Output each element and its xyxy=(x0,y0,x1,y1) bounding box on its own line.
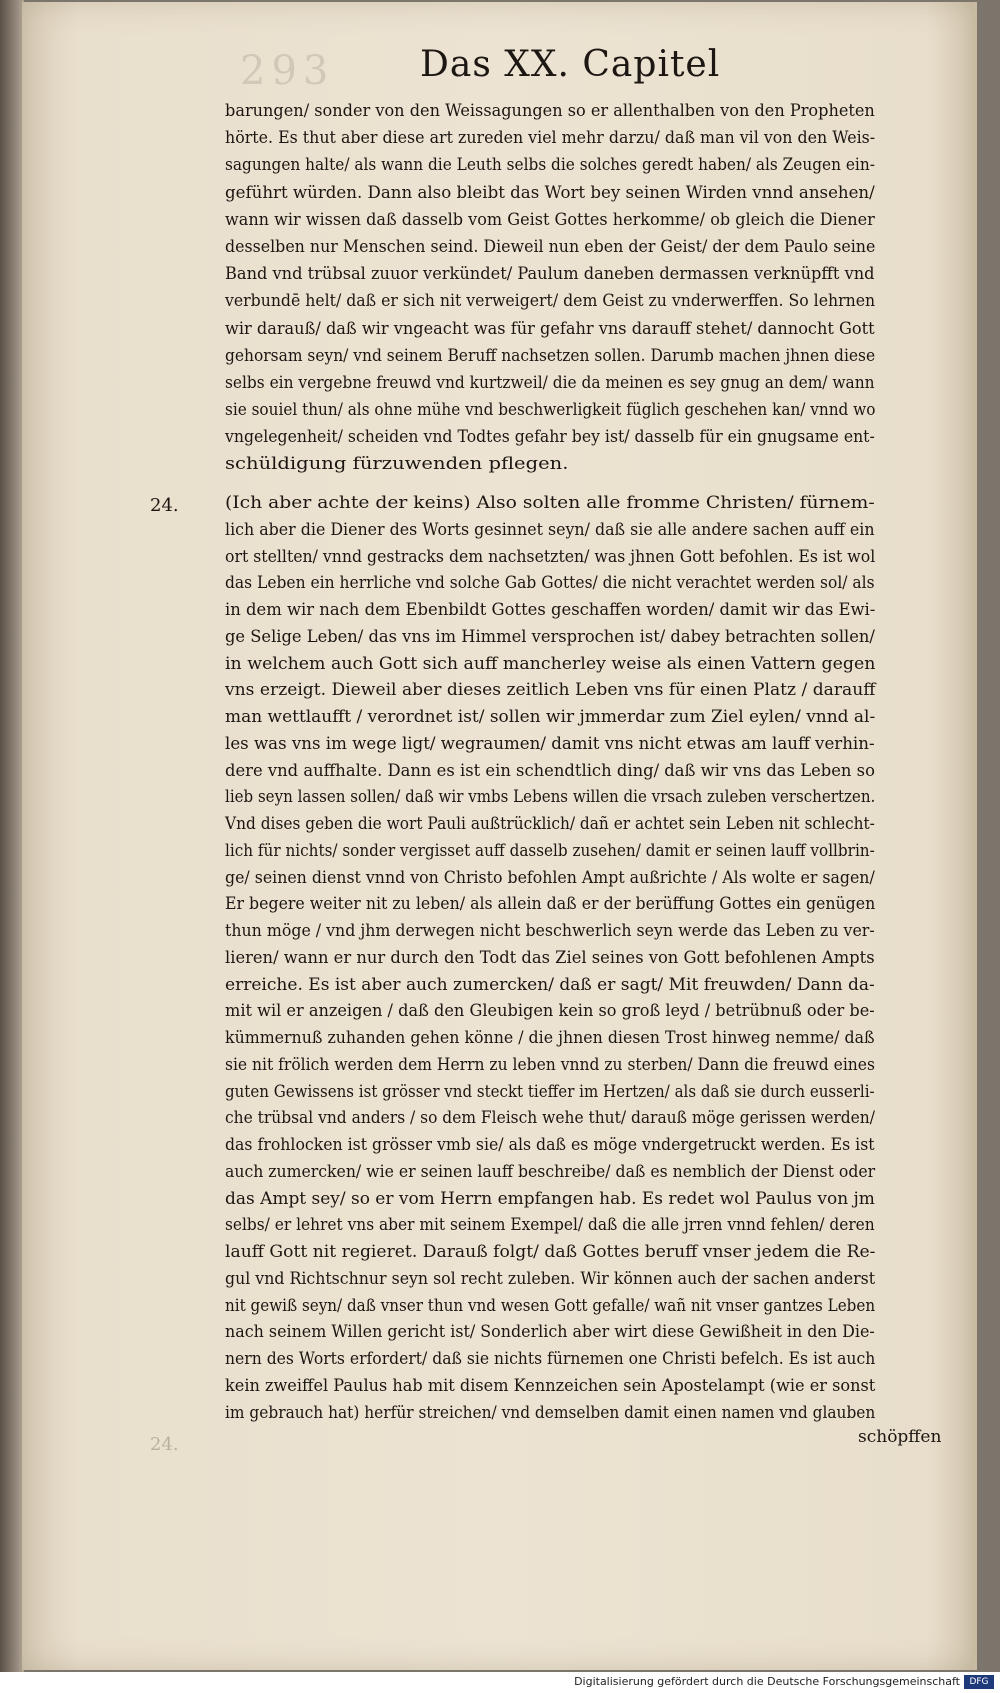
text-line: das Leben ein herrliche vnd solche Gab Gottes/ die nicht verachtet werden sol/ als xyxy=(225,573,875,594)
footer-credit: Digitalisierung gefördert durch die Deutsche Forschungsgemeinschaft xyxy=(574,1675,960,1688)
book-spine-edge xyxy=(0,0,24,1693)
text-line: mit wil er anzeigen / daß den Gleubigen kein so groß leyd / betrübnuß oder be- xyxy=(225,1001,875,1022)
text-line: das Ampt sey/ so er vom Herrn empfangen hab. Es redet wol Paulus von jm xyxy=(225,1188,875,1209)
text-line: gehorsam seyn/ vnd seinem Beruff nachsetzen sollen. Darumb machen jhnen diese xyxy=(225,345,876,366)
text-line: Vnd dises geben die wort Pauli außtrücklich/ dañ er achtet sein Leben nit schlecht- xyxy=(225,814,875,834)
text-line: man wettlaufft / verordnet ist/ sollen wir jmmerdar zum Ziel eylen/ vnnd al- xyxy=(225,707,876,727)
text-line: wann wir wissen daß dasselb vom Geist Gottes herkomme/ ob gleich die Diener xyxy=(225,209,875,230)
text-line: nit gewiß seyn/ daß vnser thun vnd wesen Gott gefalle/ wañ nit vnser gantzes Leben xyxy=(225,1295,876,1316)
dfg-logo: DFG xyxy=(964,1675,994,1689)
text-line: desselben nur Menschen seind. Dieweil nun eben der Geist/ der dem Paulo seine xyxy=(225,236,876,257)
text-line: Er begere weiter nit zu leben/ als allein daß er der berüffung Gottes ein genügen xyxy=(225,894,876,915)
text-line: vngelegenheit/ scheiden vnd Todtes gefahr bey ist/ dasselb für ein gnugsame ent- xyxy=(225,427,875,448)
text-line: lich für nichts/ sonder vergisset auff dasselb zusehen/ damit er seinen lauff vollbrin- xyxy=(225,840,875,861)
text-line: in dem wir nach dem Ebenbildt Gottes geschaffen worden/ damit wir das Ewi- xyxy=(225,600,876,620)
text-line: ge Selige Leben/ das vns im Himmel versprochen ist/ dabey betrachten sollen/ xyxy=(225,626,875,647)
text-line: les was vns im wege ligt/ wegraumen/ damit vns nicht etwas am lauff verhin- xyxy=(225,733,875,754)
text-line: kümmernuß zuhanden gehen könne / die jhnen diesen Trost hinweg nemme/ daß xyxy=(225,1028,875,1048)
text-line: selbs ein vergebne freuwd vnd kurtzweil/ die da meinen es sey gnug an dem/ wann xyxy=(225,372,875,393)
text-line: lich aber die Diener des Worts gesinnet seyn/ daß sie alle andere sachen auff ein xyxy=(225,519,875,540)
text-line: che trübsal vnd anders / so dem Fleisch wehe thut/ darauß möge gerissen werden/ xyxy=(225,1108,875,1129)
text-line: thun möge / vnd jhm derwegen nicht beschwerlich seyn werde das Leben zu ver- xyxy=(225,921,875,941)
text-line: sie souiel thun/ als ohne mühe vnd beschwerligkeit füglich geschehen kan/ vnnd wo xyxy=(225,400,876,421)
text-line: hörte. Es thut aber diese art zureden viel mehr darzu/ daß man vil von den Weis- xyxy=(225,128,876,149)
text-line: lieren/ wann er nur durch den Todt das Ziel seines von Gott befohlenen Ampts xyxy=(225,947,875,968)
text-line: barungen/ sonder von den Weissagungen so er allenthalben von den Propheten xyxy=(225,101,875,121)
text-line: dere vnd auffhalte. Dann es ist ein schendtlich ding/ daß wir vns das Leben so xyxy=(225,760,875,781)
text-line: auch zumercken/ wie er seinen lauff beschreibe/ daß es nemblich der Dienst oder xyxy=(225,1161,876,1182)
text-line: (Ich aber achte der keins) Also solten alle fromme Christen/ fürnem- xyxy=(225,493,875,513)
text-line: nach seinem Willen gericht ist/ Sonderlich aber wirt diese Gewißheit in den Die- xyxy=(225,1322,875,1343)
catchword: schöpffen xyxy=(858,1427,942,1447)
verse-number: 24. xyxy=(150,495,179,516)
text-line: erreiche. Es ist aber auch zumercken/ daß er sagt/ Mit freuwden/ Dann da- xyxy=(225,974,875,995)
text-line: wir darauß/ daß wir vngeacht was für gefahr vns darauff stehet/ dannocht Gott xyxy=(225,318,875,339)
paragraph-1 xyxy=(225,98,949,479)
text-line: geführt würden. Dann also bleibt das Wort bey seinen Wirden vnnd ansehen/ xyxy=(225,182,875,203)
text-line: lieb seyn lassen sollen/ daß wir vmbs Lebens willen die vrsach zuleben verschertzen. xyxy=(225,787,876,808)
bleed-through-number: 293 xyxy=(240,48,335,94)
text-line: sagungen halte/ als wann die Leuth selbs die solches geredt haben/ als Zeugen ein- xyxy=(225,155,875,176)
text-line: nern des Worts erfordert/ daß sie nichts fürnemen one Christi befelch. Es ist auch xyxy=(225,1349,876,1369)
text-line: ort stellten/ vnnd gestracks dem nachsetzten/ was jhnen Gott befohlen. Es ist wol xyxy=(225,546,876,567)
page-header: Das XX. Capitel xyxy=(420,44,721,85)
paragraph-2 xyxy=(225,490,960,1426)
text-line: kein zweiffel Paulus hab mit disem Kennzeichen sein Apostelampt (wie er sonst xyxy=(225,1375,876,1396)
text-line: vns erzeigt. Dieweil aber dieses zeitlich Leben vns für einen Platz / darauff xyxy=(225,680,876,701)
text-line: gul vnd Richtschnur seyn sol recht zuleben. Wir können auch der sachen anderst xyxy=(225,1268,876,1289)
text-line: lauff Gott nit regieret. Darauß folgt/ daß Gottes beruff vnser jedem die Re- xyxy=(225,1242,876,1262)
text-line: Band vnd trübsal zuuor verkündet/ Paulum daneben dermassen verknüpfft vnd xyxy=(225,264,875,285)
text-line: schüldigung fürzuwenden pflegen. xyxy=(225,454,569,475)
text-line: verbundē helt/ daß er sich nit verweigert/ dem Geist zu vnderwerffen. So lehrnen xyxy=(225,291,876,312)
text-line: das frohlocken ist grösser vmb sie/ als daß es möge vndergetruckt werden. Es ist xyxy=(225,1135,875,1155)
text-line: ge/ seinen dienst vnnd von Christo befohlen Ampt außrichte / Als wolte er sagen/ xyxy=(225,867,875,888)
text-line: selbs/ er lehret vns aber mit seinem Exempel/ daß die alle jrren vnnd fehlen/ deren xyxy=(225,1215,875,1236)
text-line: sie nit frölich werden dem Herrn zu leben vnnd zu sterben/ Dann die freuwd eines xyxy=(225,1054,875,1075)
text-line: guten Gewissens ist grösser vnd steckt tieffer im Hertzen/ als daß sie durch eusserli- xyxy=(225,1081,875,1102)
bleed-through-margin-number: 24. xyxy=(150,1434,179,1455)
text-line: im gebrauch hat) herfür streichen/ vnd demselben damit einen namen vnd glauben xyxy=(225,1402,876,1423)
text-line: in welchem auch Gott sich auff mancherley weise als einen Vattern gegen xyxy=(225,653,876,674)
